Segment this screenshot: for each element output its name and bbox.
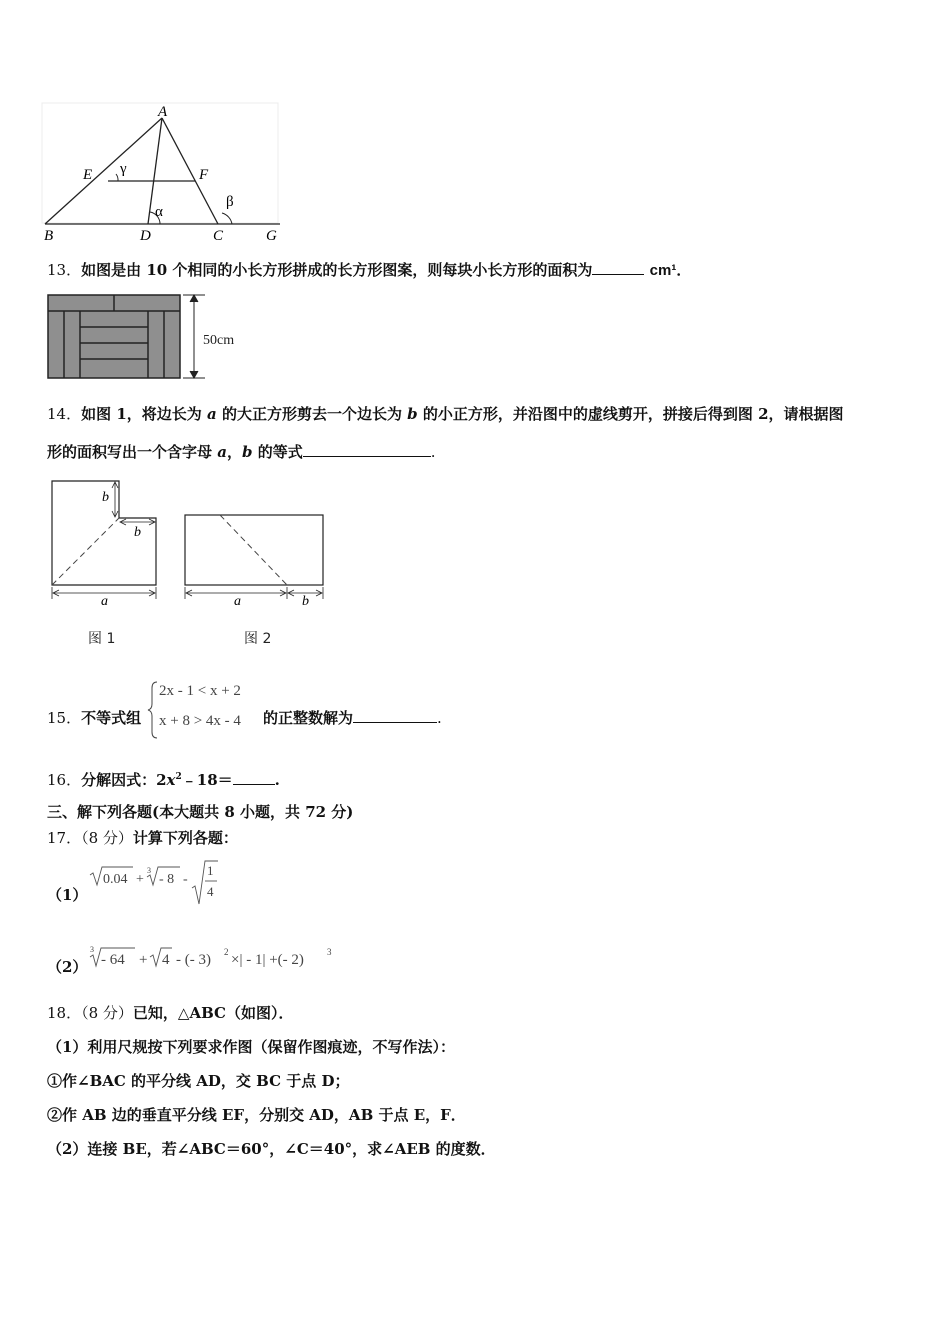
question-text: 已知，△ABC（如图）． <box>132 1004 294 1022</box>
question-number: 18． <box>47 1004 82 1022</box>
inequality-line-2: x + 8 > 4x - 4 <box>159 713 241 729</box>
plus-sign: + <box>136 872 144 887</box>
answer-blank[interactable] <box>592 260 644 275</box>
radicand-4: 4 <box>162 952 170 968</box>
expression-2-math <box>88 942 348 978</box>
label-F: F <box>199 167 209 183</box>
answer-blank[interactable] <box>303 442 431 457</box>
question-text: 不等式组 <box>81 709 142 727</box>
var-b: b <box>407 405 418 423</box>
question-number: 17． <box>47 829 82 847</box>
question-text: 的大正方形剪去一个边长为 <box>216 405 408 423</box>
dimension-50cm: 50cm <box>203 333 235 348</box>
question-13 <box>47 260 691 281</box>
expression-1 <box>88 858 238 908</box>
label-G: G <box>266 228 277 244</box>
question-text: 计算下列各题： <box>132 829 238 847</box>
var-a: a <box>217 443 227 461</box>
root-index: 3 <box>147 866 151 875</box>
question-text: 分解因式：2 <box>81 771 167 789</box>
points: （8 分） <box>81 829 133 847</box>
question-text: 形的面积写出一个含字母 <box>47 443 218 461</box>
question-14-line1 <box>47 404 844 424</box>
figure-1-diagram <box>45 475 165 605</box>
label-b-vertical: b <box>102 490 109 505</box>
section-title: 三、解下列各题(本大题共 8 小题，共 72 分) <box>47 803 354 821</box>
question-text: 如图是由 10 个相同的小长方形拼成的长方形图案，则每块小长方形的面积为 <box>81 261 593 279</box>
exponent: 2 <box>175 772 182 782</box>
triangle-diagram <box>40 100 290 245</box>
question-text: ﹣18＝ <box>181 771 233 789</box>
question-text: 的等式 <box>252 443 303 461</box>
var-x: x <box>166 771 176 789</box>
question-text: 的小正方形，并沿图中的虚线剪开，拼接后得到图 2，请根据图 <box>417 405 844 423</box>
brace-icon <box>147 680 159 740</box>
expression-part: - (- 3) <box>176 952 211 968</box>
label-A: A <box>158 104 168 120</box>
label-B: B <box>44 228 54 244</box>
label-beta: β <box>226 194 234 210</box>
label-b-horizontal: b <box>134 525 141 540</box>
question-18-part1: （1）利用尺规按下列要求作图（保留作图痕迹，不写作法）： <box>47 1038 455 1056</box>
label-C: C <box>213 228 224 244</box>
var-b: b <box>241 443 253 461</box>
period: . <box>430 443 436 461</box>
label-D: D <box>140 228 151 244</box>
figure-1-caption: 图 1 <box>88 631 116 647</box>
exponent: 2 <box>224 947 229 957</box>
var-a: a <box>206 405 217 423</box>
question-15 <box>47 708 141 728</box>
question-number: 15． <box>47 709 82 727</box>
question-17 <box>47 828 238 848</box>
fraction-denominator: 4 <box>207 884 214 899</box>
radicand-minus-64: - 64 <box>101 952 125 968</box>
comma: ， <box>226 443 242 461</box>
question-18 <box>47 1003 293 1023</box>
points: （8 分） <box>81 1004 133 1022</box>
question-number: 14． <box>47 405 82 423</box>
rectangles-figure <box>45 292 255 382</box>
minus-sign: - <box>183 872 188 887</box>
part-2-label: （2） <box>47 958 88 976</box>
exponent: 3 <box>327 947 332 957</box>
fraction-numerator: 1 <box>207 863 214 878</box>
answer-blank[interactable] <box>353 708 437 723</box>
unit-text: cm¹． <box>649 262 692 279</box>
label-a: a <box>101 594 108 605</box>
question-number: 16． <box>47 771 82 789</box>
period: . <box>274 771 280 789</box>
inequality-line-1: 2x - 1 < x + 2 <box>159 683 241 699</box>
root-index: 3 <box>90 945 94 954</box>
expression-2 <box>88 942 348 978</box>
question-18-part2: （2）连接 BE，若∠ABC＝60°，∠C＝40°，求∠AEB 的度数． <box>47 1140 496 1158</box>
figure-1 <box>45 475 165 605</box>
figure-2-diagram <box>180 510 330 605</box>
triangle-figure <box>40 100 290 245</box>
question-14-line2 <box>47 442 436 462</box>
plus-sign: + <box>139 952 148 968</box>
label-E: E <box>83 167 93 183</box>
question-15-tail <box>263 708 442 728</box>
question-18-step1: ①作∠BAC 的平分线 AD，交 BC 于点 D； <box>47 1072 350 1090</box>
question-text: 的正整数解为 <box>263 709 354 727</box>
period: . <box>437 709 442 727</box>
question-18-step2: ②作 AB 边的垂直平分线 EF，分别交 AD，AB 于点 E，F． <box>47 1106 466 1124</box>
answer-blank[interactable] <box>233 770 275 785</box>
figure-2-caption: 图 2 <box>244 631 272 647</box>
label-a: a <box>234 594 241 605</box>
figure-2 <box>180 510 330 605</box>
inequality-system <box>147 680 262 740</box>
part-1-label: （1） <box>47 886 88 904</box>
radicand-0.04: 0.04 <box>103 872 128 887</box>
label-alpha: α <box>155 204 163 220</box>
label-b: b <box>302 594 309 605</box>
question-text: 如图 1，将边长为 <box>81 405 207 423</box>
question-number: 13． <box>47 261 82 279</box>
expression-1-math <box>88 858 238 908</box>
question-16 <box>47 767 280 790</box>
label-gamma: γ <box>120 161 127 177</box>
radicand-minus-8: - 8 <box>159 872 175 887</box>
rectangles-diagram <box>45 292 255 382</box>
expression-part: ×| - 1| +(- 2) <box>231 952 304 968</box>
